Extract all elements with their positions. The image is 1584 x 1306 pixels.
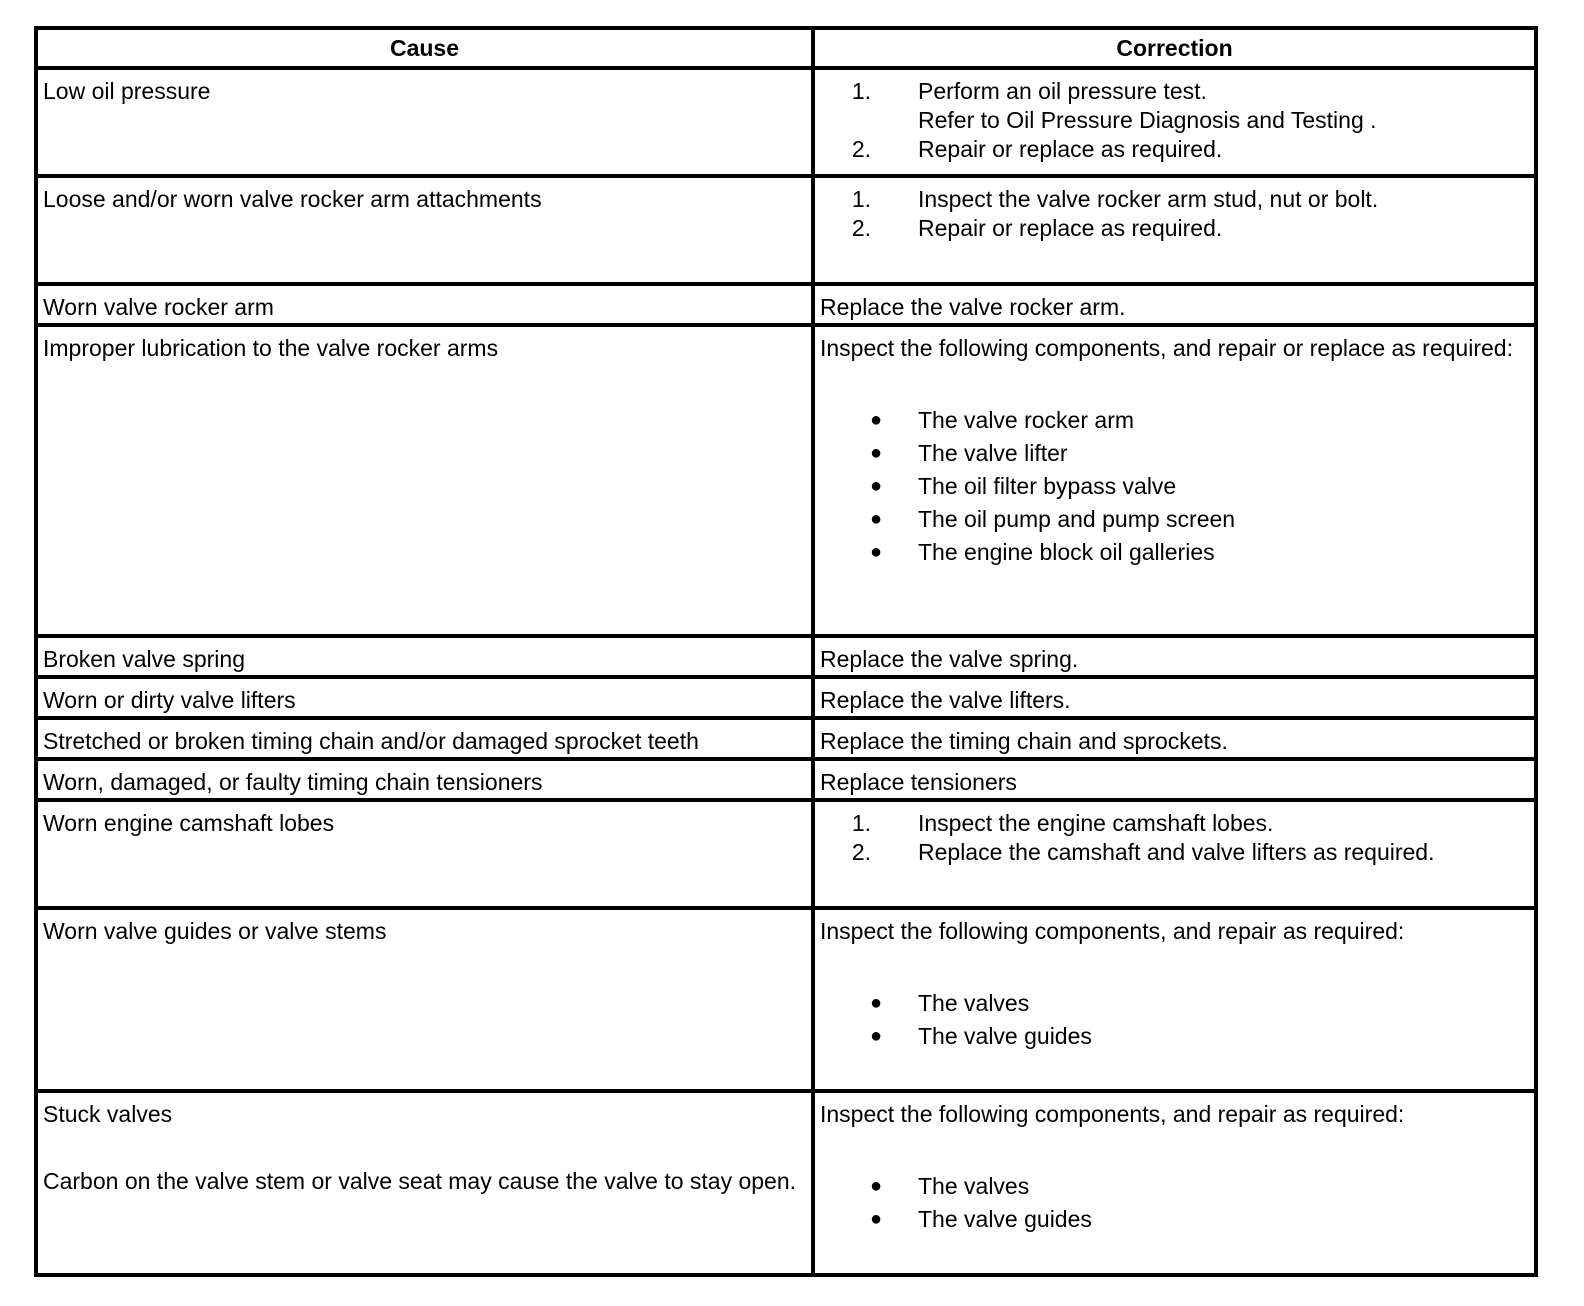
bullet-icon: ● (870, 541, 883, 563)
list-item: ● The valve guides (820, 1203, 1530, 1236)
bullet-icon: ● (870, 475, 883, 497)
list-item: ● The valves (820, 987, 1530, 1020)
correction-cell: Replace the valve rocker arm. (813, 284, 1536, 325)
cause-cell: Worn valve rocker arm (36, 284, 813, 325)
bullet-icon: ● (870, 1208, 883, 1230)
cause-cell: Broken valve spring (36, 636, 813, 677)
correction-cell (813, 800, 1536, 908)
table-row (36, 1091, 1536, 1275)
cause-text: Stuck valves (43, 1101, 173, 1127)
list-item: ● The valve guides (820, 1020, 1530, 1053)
step-item (820, 135, 1530, 164)
bullet-icon: ● (870, 1025, 883, 1047)
cause-cell: Low oil pressure (36, 68, 813, 176)
step-number: 1. (851, 186, 871, 212)
step-item (820, 185, 1530, 214)
step-number: 1. (851, 78, 871, 104)
component-list (820, 404, 1530, 569)
component-list (820, 1170, 1530, 1236)
bullet-icon: ● (870, 508, 883, 530)
component-list (820, 987, 1530, 1053)
table-row (36, 800, 1536, 908)
table-row (36, 284, 1536, 325)
step-number: 2. (851, 136, 871, 162)
step-item (820, 214, 1530, 243)
table-row (36, 759, 1536, 800)
step-text: Inspect the valve rocker arm stud, nut or bolt. (918, 186, 1379, 212)
step-text: Repair or replace as required. (918, 215, 1223, 241)
diagnosis-table (34, 26, 1538, 1277)
correction-cell (813, 176, 1536, 284)
correction-cell: Replace the timing chain and sprockets. (813, 718, 1536, 759)
correction-header: Correction (813, 28, 1536, 68)
correction-cell: Replace the valve lifters. (813, 677, 1536, 718)
bullet-icon: ● (870, 409, 883, 431)
bullet-icon: ● (870, 442, 883, 464)
step-text: Perform an oil pressure test. (918, 78, 1207, 104)
step-text: Repair or replace as required. (918, 136, 1223, 162)
list-item: ● The oil pump and pump screen (820, 503, 1530, 536)
table-row (36, 677, 1536, 718)
step-item (820, 77, 1530, 135)
correction-cell (813, 68, 1536, 176)
cause-cell: Worn engine camshaft lobes (36, 800, 813, 908)
cause-header: Cause (36, 28, 813, 68)
step-item (820, 809, 1530, 838)
step-item (820, 838, 1530, 867)
correction-cell: Replace tensioners (813, 759, 1536, 800)
correction-cell (813, 1091, 1536, 1275)
step-text: Inspect the engine camshaft lobes. (918, 810, 1274, 836)
cause-cell: Worn valve guides or valve stems (36, 908, 813, 1091)
correction-intro: Inspect the following components, and repair as required: (820, 918, 1405, 944)
cause-note: Carbon on the valve stem or valve seat may cause the valve to stay open. (43, 1168, 797, 1194)
correction-intro: Inspect the following components, and repair or replace as required: (820, 335, 1513, 361)
table-row (36, 718, 1536, 759)
bullet-icon: ● (870, 1175, 883, 1197)
table-row (36, 636, 1536, 677)
correction-cell: Replace the valve spring. (813, 636, 1536, 677)
correction-intro: Inspect the following components, and repair as required: (820, 1101, 1405, 1127)
cause-cell: Worn or dirty valve lifters (36, 677, 813, 718)
list-item: ● The valve lifter (820, 437, 1530, 470)
step-text: Replace the camshaft and valve lifters as required. (918, 839, 1435, 865)
correction-cell (813, 325, 1536, 636)
step-number: 1. (851, 810, 871, 836)
cause-cell: Loose and/or worn valve rocker arm attachments (36, 176, 813, 284)
correction-cell (813, 908, 1536, 1091)
header-row (36, 28, 1536, 68)
list-item: ● The engine block oil galleries (820, 536, 1530, 569)
step-number: 2. (851, 839, 871, 865)
list-item: ● The oil filter bypass valve (820, 470, 1530, 503)
table-row (36, 908, 1536, 1091)
cause-cell: Stretched or broken timing chain and/or damaged sprocket teeth (36, 718, 813, 759)
cause-cell: Improper lubrication to the valve rocker arms (36, 325, 813, 636)
cause-cell (36, 1091, 813, 1275)
step-reference: Refer to Oil Pressure Diagnosis and Testing . (918, 107, 1377, 133)
cause-cell: Worn, damaged, or faulty timing chain tensioners (36, 759, 813, 800)
table-row (36, 68, 1536, 176)
list-item: ● The valve rocker arm (820, 404, 1530, 437)
table-row (36, 325, 1536, 636)
list-item: ● The valves (820, 1170, 1530, 1203)
step-number: 2. (851, 215, 871, 241)
table-row (36, 176, 1536, 284)
bullet-icon: ● (870, 992, 883, 1014)
